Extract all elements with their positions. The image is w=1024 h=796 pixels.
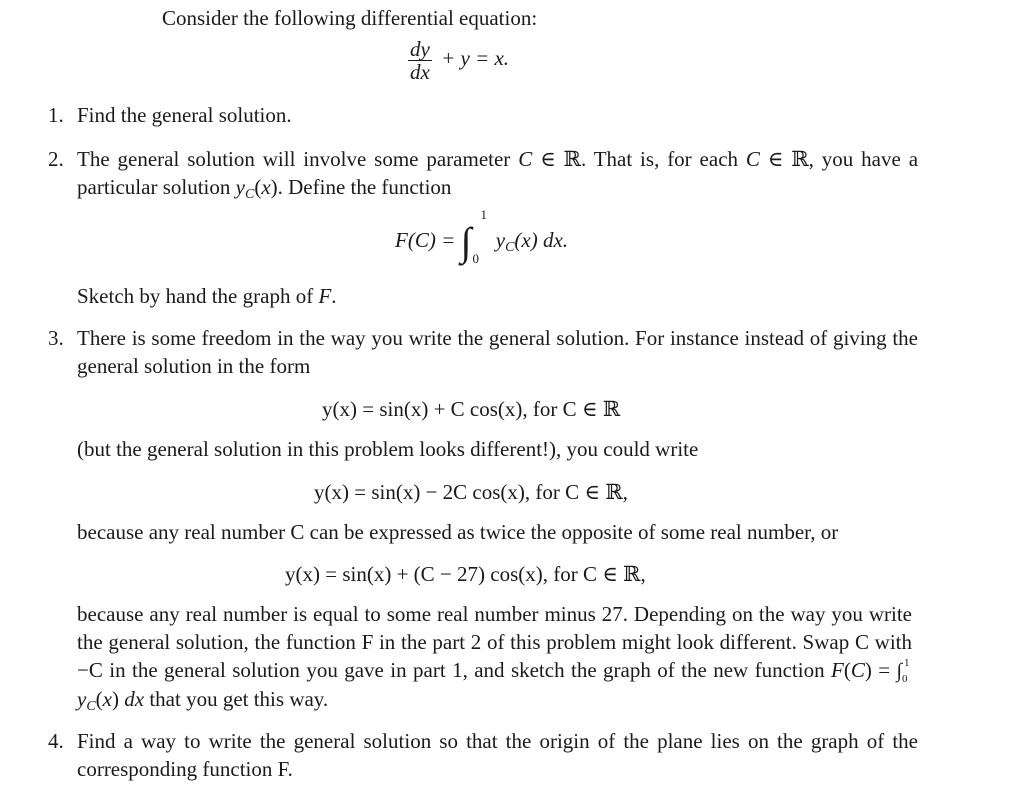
integral-lower-limit: 0 bbox=[472, 251, 479, 266]
list-item-label: 3. bbox=[48, 326, 64, 350]
list-item-text: The general solution will involve some parameter C ∈ ℝ. That is, for each C ∈ ℝ, you have a particular solution $y_C(x)$. Define the function bbox=[77, 147, 919, 202]
list-item-2 bbox=[48, 145, 918, 209]
list-item-text: Find a way to write the general solution so that the origin of the plane lies on the graph of the corresponding function F. bbox=[77, 729, 918, 781]
fraction-denominator: dx bbox=[410, 60, 430, 84]
note-2: because any real number C can be expressed as twice the opposite of some real number, or bbox=[77, 520, 839, 544]
integral-sign: ∫ 1 0 bbox=[460, 207, 487, 266]
example-equation-2: y(x) = sin(x) − 2C cos(x), for C ∈ ℝ, bbox=[314, 480, 628, 504]
example-equation-3: y(x) = sin(x) + (C − 27) cos(x), for C ∈ ℝ, bbox=[285, 562, 646, 586]
list-item-3 bbox=[48, 324, 918, 380]
equation-rest: + y = x. bbox=[441, 46, 510, 71]
intro-text: Consider the following differential equation: bbox=[162, 6, 538, 30]
fraction-numerator: dy bbox=[410, 37, 430, 61]
note-3: because any real number is equal to some real number minus 27. Depending on the way you write the general solution, the function F in the part 2 of this problem might look different. Swap C with −C in the general solution you gave in part 1, and sketch the graph of the new function F(C) = ∫ 1 0 $y_C(x)$ dx that you get this way. bbox=[77, 602, 912, 714]
derivative-fraction bbox=[408, 38, 432, 83]
note-1: (but the general solution in this problem looks different!), you could write bbox=[77, 437, 699, 461]
differential-equation bbox=[408, 38, 509, 83]
list-item-4 bbox=[48, 727, 918, 783]
list-item-text: There is some freedom in the way you write the general solution. For instance instead of giving the general solution in the form bbox=[77, 326, 918, 378]
formula-lhs: F(C) = bbox=[395, 227, 456, 252]
integral-upper-limit: 1 bbox=[480, 207, 487, 222]
example-equation-1: y(x) = sin(x) + C cos(x), for C ∈ ℝ bbox=[322, 397, 621, 421]
sketch-instruction: Sketch by hand the graph of F. bbox=[77, 284, 337, 308]
list-item-label: 1. bbox=[48, 103, 64, 127]
list-item-text: Find the general solution. bbox=[77, 103, 292, 127]
function-definition bbox=[395, 207, 569, 266]
formula-integrand: $y_C(x)$ dx. bbox=[495, 227, 569, 255]
list-item-label: 2. bbox=[48, 147, 64, 171]
list-item-1 bbox=[48, 101, 918, 129]
list-item-label: 4. bbox=[48, 729, 64, 753]
